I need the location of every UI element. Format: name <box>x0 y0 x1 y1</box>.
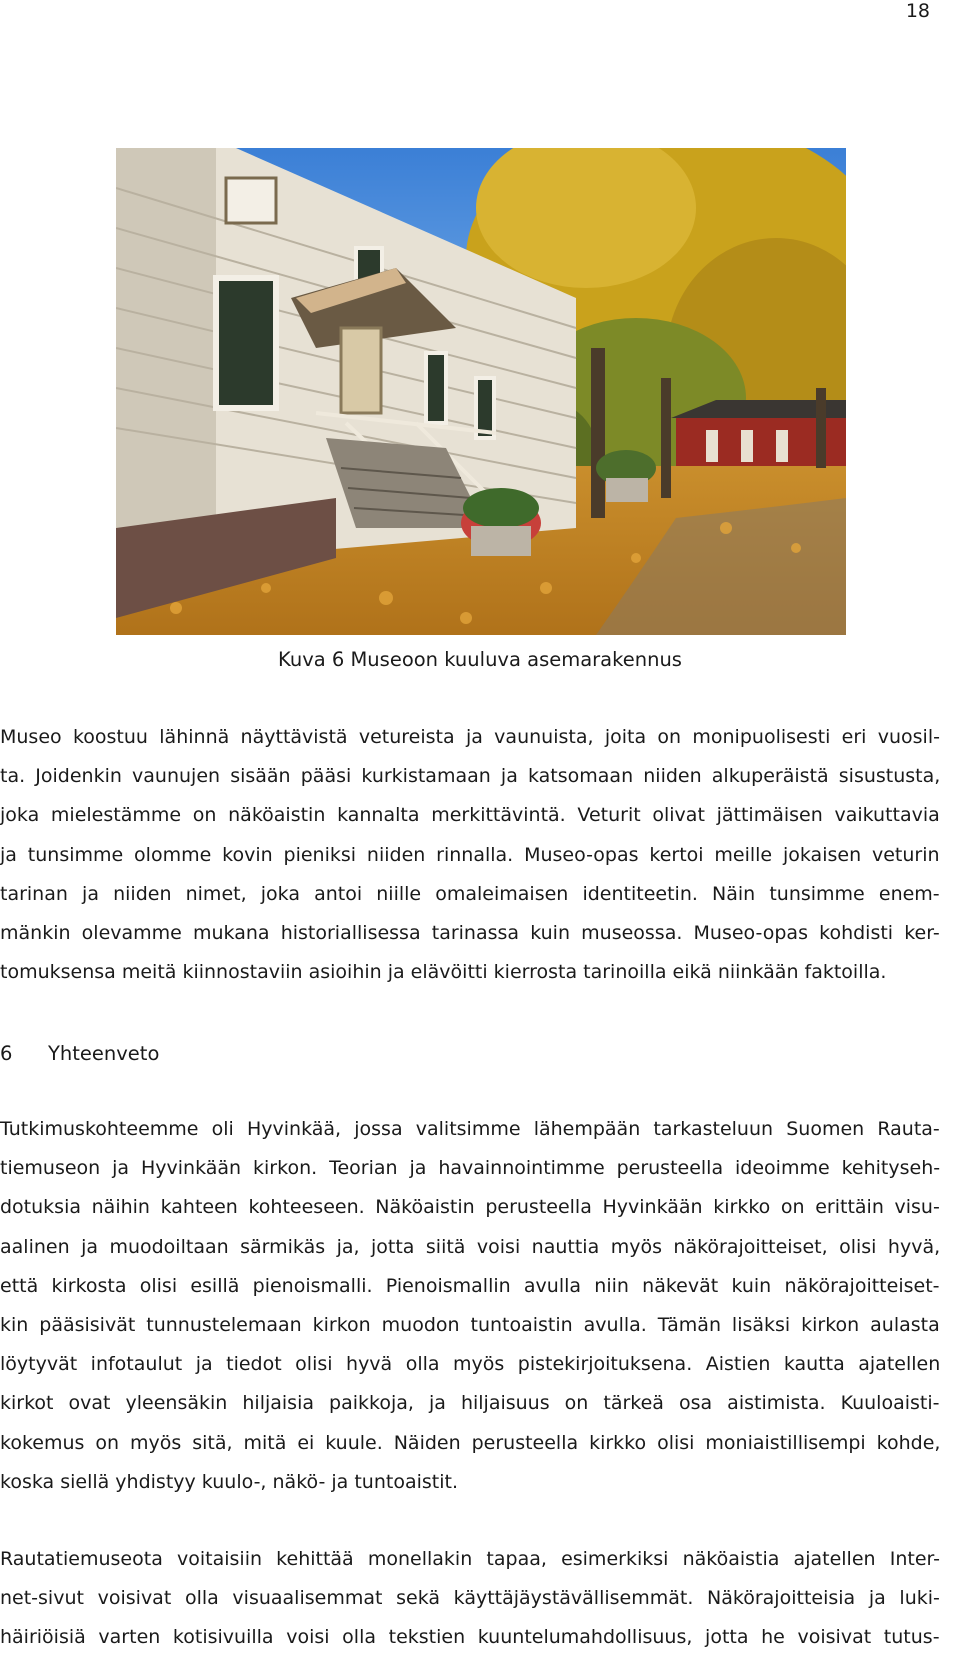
text-line: Museo koostuu lähinnä näyttävistä vetureista ja vaunuista, joita on monipuolisesti eri vuosil- <box>0 726 940 748</box>
paragraph-museum <box>0 718 960 992</box>
section-heading <box>0 1040 159 1068</box>
text-line: aalinen ja muodoiltaan särmikäs ja, jotta siitä voisi nauttia myös näkörajoitteiset, olisi hyvä, <box>0 1235 941 1258</box>
text-line: kin pääsisivät tunnustelemaan kirkon muodon tuntoaistin avulla. Tämän lisäksi kirkon aulasta <box>0 1314 940 1337</box>
paragraph-railway-museum <box>0 1540 960 1658</box>
text-line: tiemuseon ja Hyvinkään kirkon. Teorian ja havainnointimme perusteella ideoimme kehityseh- <box>0 1157 941 1180</box>
figure-caption: Kuva 6 Museoon kuuluva asemarakennus <box>278 648 682 671</box>
text-line: Rautatiemuseota voitaisiin kehittää monellakin tapaa, esimerkiksi näköaistia ajatellen Inter- <box>0 1548 940 1570</box>
text-line: ja tunsimme olomme kovin pieniksi niiden rinnalla. Museo-opas kertoi meille jokaisen veturin <box>0 843 940 866</box>
text-line: koska siellä yhdistyy kuulo-, näkö- ja tuntoaistit. <box>0 1470 458 1493</box>
figure-photo-station-building <box>116 148 846 635</box>
text-line: tarinan ja niiden nimet, joka antoi niille omaleimaisen identiteetin. Näin tunsimme enem- <box>0 882 940 905</box>
text-line: dotuksia näihin kahteen kohteeseen. Näköaistin perusteella Hyvinkään kirkko on erittäin visu- <box>0 1196 940 1219</box>
text-line: net-sivut voisivat olla visuaalisemmat sekä käyttäjäystävällisemmät. Näkörajoitteisia ja luki- <box>0 1587 940 1610</box>
text-line: mänkin olevamme mukana historiallisessa tarinassa kuin museossa. Museo-opas kohdisti ker- <box>0 922 940 945</box>
text-line: kirkot ovat yleensäkin hiljaisia paikkoja, ja hiljaisuus on tärkeä osa aistimista. Kuuloaisti- <box>0 1392 940 1415</box>
paragraph-summary <box>0 1110 960 1502</box>
text-line: ta. Joidenkin vaunujen sisään pääsi kurkistamaan ja katsomaan niiden alkuperäistä sisustusta, <box>0 765 941 788</box>
text-line: kokemus on myös sitä, mitä ei kuule. Näiden perusteella kirkko olisi moniaistillisempi kohde, <box>0 1431 941 1454</box>
text-line: että kirkosta olisi esillä pienoismalli. Pienoismallin avulla niin näkevät kuin näkörajoitteiset- <box>0 1274 940 1297</box>
text-line: Tutkimuskohteemme oli Hyvinkää, jossa valitsimme lähempään tarkasteluun Suomen Rauta- <box>0 1118 940 1140</box>
text-line: häiriöisiä varten kotisivuilla voisi olla tekstien kuuntelumahdollisuus, jotta he voisivat tutus- <box>0 1626 940 1649</box>
text-line: joka mielestämme on näköaistin kannalta merkittävintä. Veturit olivat jättimäisen vaikuttavia <box>0 804 940 827</box>
page-number: 18 <box>905 0 930 22</box>
text-line: tomuksensa meitä kiinnostaviin asioihin ja elävöitti kierrosta tarinoilla eikä niinkään faktoilla. <box>0 961 887 984</box>
text-line: löytyvät infotaulut ja tiedot olisi hyvä olla myös pistekirjoituksena. Aistien kautta ajatellen <box>0 1353 941 1376</box>
section-number: 6 <box>0 1042 13 1065</box>
section-title: Yhteenveto <box>48 1042 160 1065</box>
